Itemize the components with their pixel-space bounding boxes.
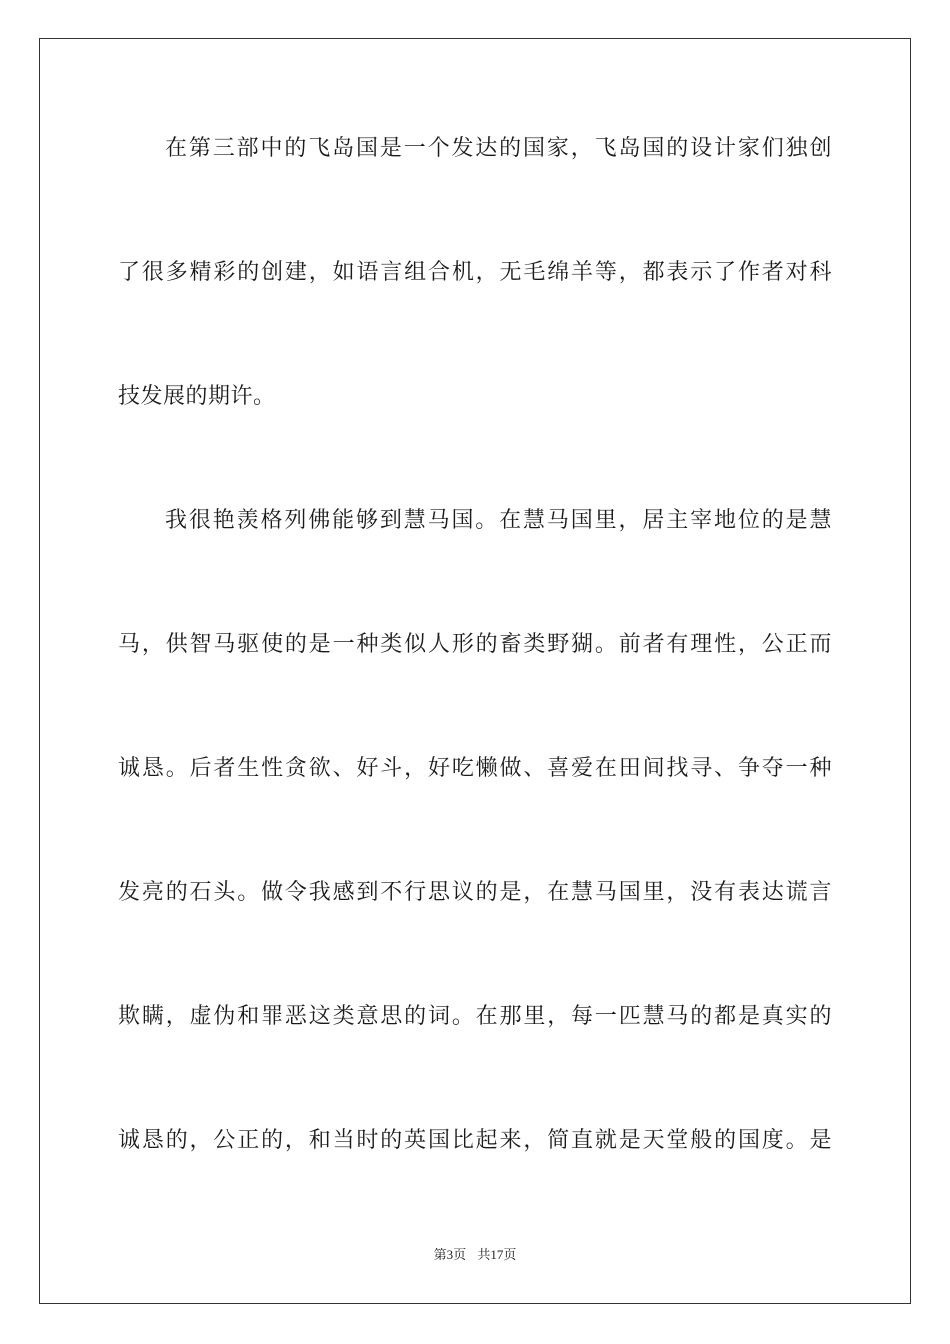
text-line: 欺瞒，虚伪和罪恶这类意思的词。在那里，每一匹慧马的都是真实的 [118,1004,832,1029]
document-body [118,118,832,1234]
text-line: 了很多精彩的创建，如语言组合机，无毛绵羊等，都表示了作者对科 [118,260,832,285]
text-line: 诚恳的，公正的，和当时的英国比起来，简直就是天堂般的国度。是 [118,1128,832,1153]
text-line: 诚恳。后者生性贪欲、好斗，好吃懒做、喜爱在田间找寻、争夺一种 [118,756,832,781]
text-line: 在第三部中的飞岛国是一个发达的国家，飞岛国的设计家们独创 [165,136,832,161]
page-footer [0,1244,950,1263]
page-total: 共17页 [477,1247,517,1262]
page-number: 第3页 [433,1247,467,1262]
paragraph-1 [118,118,832,490]
text-line: 马，供智马驱使的是一种类似人形的畜类野猢。前者有理性，公正而 [118,632,832,657]
text-line: 我很艳羡格列佛能够到慧马国。在慧马国里，居主宰地位的是慧 [165,508,832,533]
text-line: 技发展的期许。 [118,384,276,409]
text-line: 发亮的石头。做令我感到不行思议的是，在慧马国里，没有表达谎言 [118,880,832,905]
paragraph-2 [118,490,832,1234]
